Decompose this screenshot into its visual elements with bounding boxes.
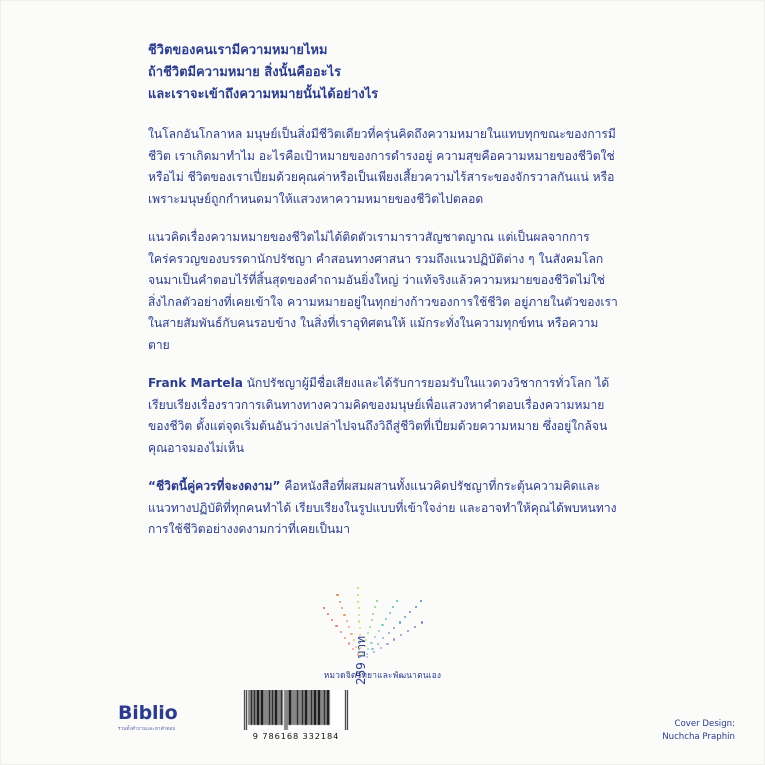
publisher-tagline: ร่วมตั้งคำถามและหาคำตอบ xyxy=(118,727,176,732)
author-paragraph xyxy=(148,373,618,459)
barcode-image xyxy=(242,690,350,730)
price-label: 259 บาท xyxy=(354,636,368,685)
cover-text-block xyxy=(148,40,618,558)
dotted-fan-decoration xyxy=(300,585,470,665)
headline xyxy=(148,40,618,106)
cover-design-credit xyxy=(662,718,735,744)
author-name: Frank Martela xyxy=(148,376,243,391)
quote-paragraph xyxy=(148,476,618,541)
quote-description: คือหนังสือที่ผสมผสานทั้งแนวคิดปรัชญาที่กระตุ้นความคิดและแนวทางปฏิบัติที่ทุกคนทำได้ เรียบเรียงในรูปแบบที่เข้าใจง่าย และอาจทำให้คุณได้พบหนทางการใช้ชีวิตอย่างงดงามกว่าที่เคยเป็นมา xyxy=(148,479,617,537)
paragraph-2: แนวคิดเรื่องความหมายของชีวิตไม่ได้ติดตัวเรามาราวสัญชาตญาณ แต่เป็นผลจากการใคร่ครวญของบรรดานักปรัชญา คำสอนทางศาสนา รวมถึงแนวปฏิบัติต่าง ๆ ในสังคมโลก จนมาเป็นคำตอบไร้ที่สิ้นสุดของคำถามอันยิ่งใหญ่ ว่าแท้จริงแล้วความหมายของชีวิตไม่ใช่สิ่งไกลตัวอย่างที่เคยเข้าใจ ความหมายอยู่ในทุกย่างก้าวของการใช้ชีวิต อยู่ภายในตัวของเรา ในสายสัมพันธ์กับคนรอบข้าง ในสิ่งที่เราอุทิศตนให้ แม้กระทั่งในความทุกข์ทน หรือความตาย xyxy=(148,230,618,352)
paragraph-1: ในโลกอันโกลาหล มนุษย์เป็นสิ่งมีชีวิตเดียวที่ครุ่นคิดถึงความหมายในแทบทุกขณะของการมีชีวิต เราเกิดมาทำไม อะไรคือเป้าหมายของการดำรงอยู่ ความสุขคือความหมายของชีวิตใช่หรือไม่ ชีวิตของเราเปี่ยมด้วยคุณค่าหรือเป็นเพียงเสี้ยวความไร้สาระของจักรวาลกันแน่ หรือเพราะมนุษย์ถูกกำหนดมาให้แสวงหาความหมายของชีวิตไปตลอด xyxy=(148,127,616,206)
category-label: หมวดจิตวิทยาและพัฒนาตนเอง xyxy=(323,670,442,680)
cover-design-label: Cover Design: xyxy=(674,719,735,729)
publisher-name: Biblio xyxy=(118,702,178,724)
barcode-number: 9 786168 332184 xyxy=(252,731,340,741)
headline-line-3: และเราจะเข้าถึงความหมายนั้นได้อย่างไร xyxy=(148,87,379,102)
cover-designer-name: Nuchcha Praphin xyxy=(662,731,735,742)
author-description: นักปรัชญาผู้มีชื่อเสียงและได้รับการยอมรับในแวดวงวิชาการทั่วโลก ได้เรียบเรียงเรื่องราวการเดินทางทางความคิดของมนุษย์เพื่อแสวงหาคำตอบเรื่องความหมายของชีวิต ตั้งแต่จุดเริ่มต้นอันว่างเปล่าไปจนถึงวิถีสู่ชีวิตที่เปี่ยมด้วยความหมาย ซึ่งอยู่ใกล้จนคุณอาจมองไม่เห็น xyxy=(148,376,610,455)
publisher-logo xyxy=(118,704,177,733)
headline-line-2: ถ้าชีวิตมีความหมาย สิ่งนั้นคืออะไร xyxy=(148,65,342,80)
book-title-quote: “ชีวิตนี้คู่ควรที่จะงดงาม” xyxy=(148,479,281,494)
barcode xyxy=(242,690,350,741)
headline-line-1: ชีวิตของคนเรามีความหมายไหม xyxy=(148,43,328,58)
